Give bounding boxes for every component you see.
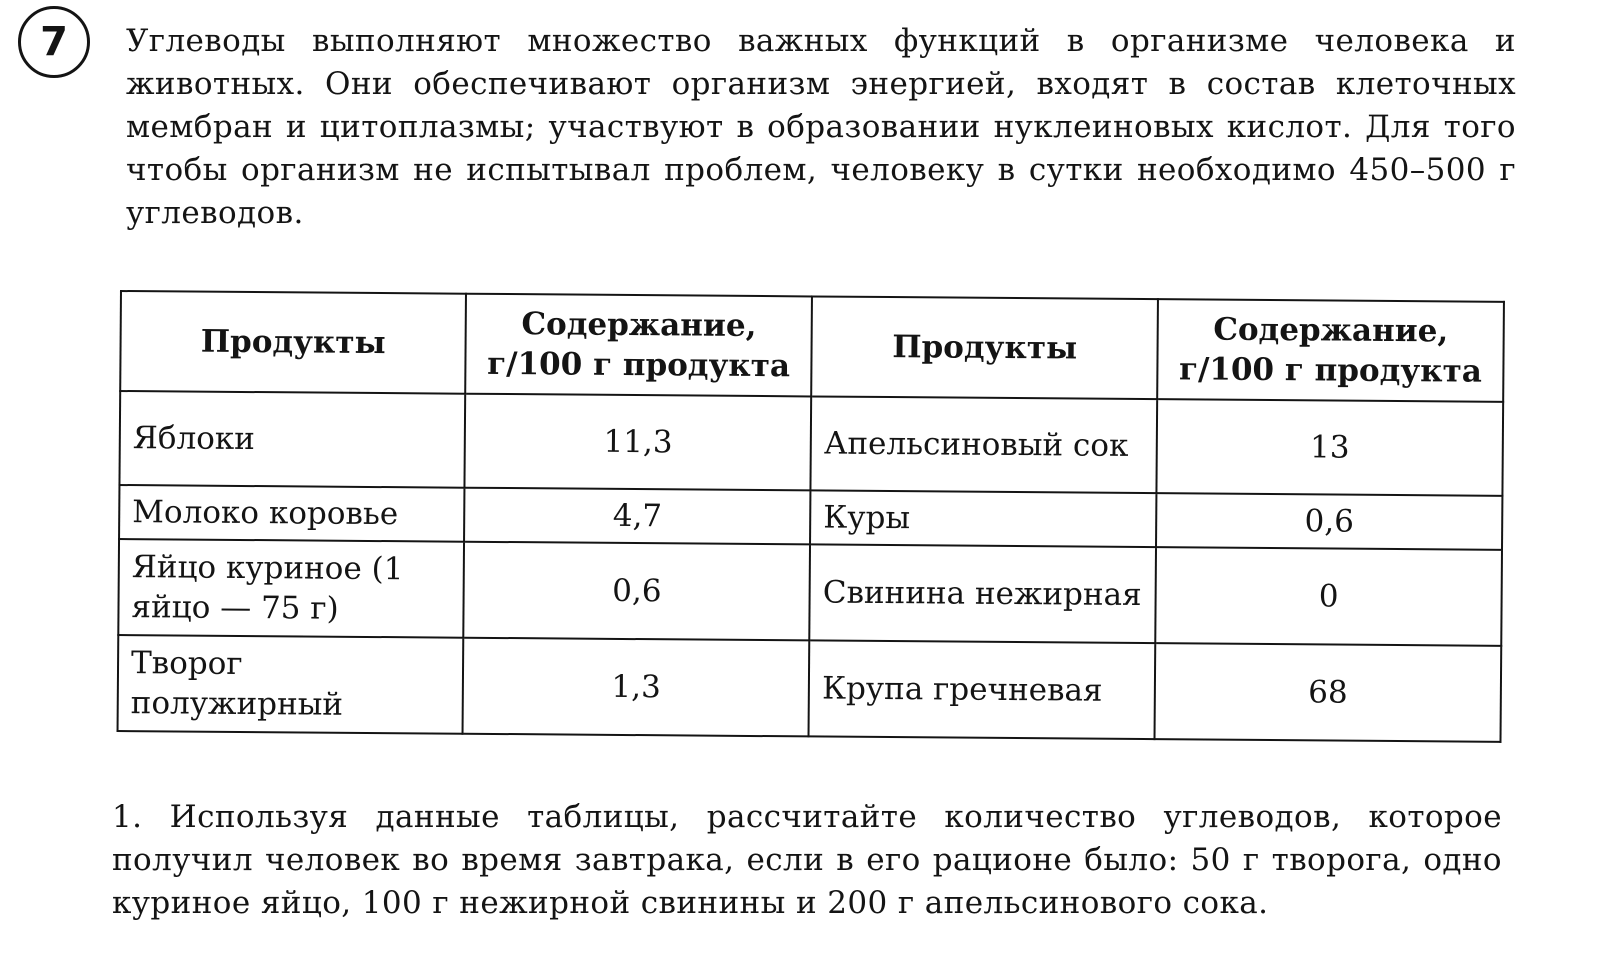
carb-value: 68 — [1155, 643, 1502, 742]
product-name: Свинина нежирная — [809, 544, 1156, 643]
carb-value: 1,3 — [463, 638, 810, 737]
product-name: Яйцо куриное (1 яйцо — 75 г) — [118, 539, 464, 638]
task-number: 7 — [40, 19, 68, 65]
carbohydrate-table — [117, 290, 1505, 743]
product-name: Молоко коровье — [119, 485, 465, 542]
product-name: Творог полужирный — [118, 635, 464, 734]
table-row — [118, 539, 1502, 646]
carb-value: 13 — [1157, 399, 1504, 496]
carb-value: 0,6 — [464, 542, 811, 641]
header-content-right: Содержание, г/100 г продукта — [1157, 299, 1504, 402]
product-name: Апельсиновый сок — [811, 396, 1158, 493]
product-name: Крупа гречневая — [809, 640, 1156, 739]
header-products-right: Продукты — [811, 296, 1158, 399]
carb-value: 0 — [1155, 547, 1502, 646]
question-1: 1. Используя данные таблицы, рассчитайте количество углеводов, которое получил человек во время завтрака, если в его рационе было: 50 г творога, одно куриное яйцо, 100 г нежирной свинины и 200 г апельсинового сока. — [112, 799, 1502, 921]
table-row — [118, 635, 1502, 742]
task-number-badge — [18, 6, 90, 78]
product-name: Яблоки — [119, 391, 465, 488]
carb-value: 0,6 — [1156, 493, 1502, 550]
header-content-left: Содержание, г/100 г продукта — [465, 294, 812, 397]
table-row — [119, 391, 1503, 496]
carb-value: 11,3 — [465, 394, 812, 491]
table-header-row — [120, 291, 1504, 402]
carb-value: 4,7 — [464, 488, 810, 545]
intro-paragraph: Углеводы выполняют множество важных функций в организме человека и животных. Они обеспечивают организм энергией, входят в состав клеточных мембран и цитоплазмы; участвуют в образовании нуклеиновых кислот. Для того чтобы организм не испытывал проблем, человеку в сутки необходимо 450–500 г углеводов. — [126, 23, 1516, 231]
header-products-left: Продукты — [120, 291, 466, 394]
product-name: Куры — [810, 490, 1156, 547]
